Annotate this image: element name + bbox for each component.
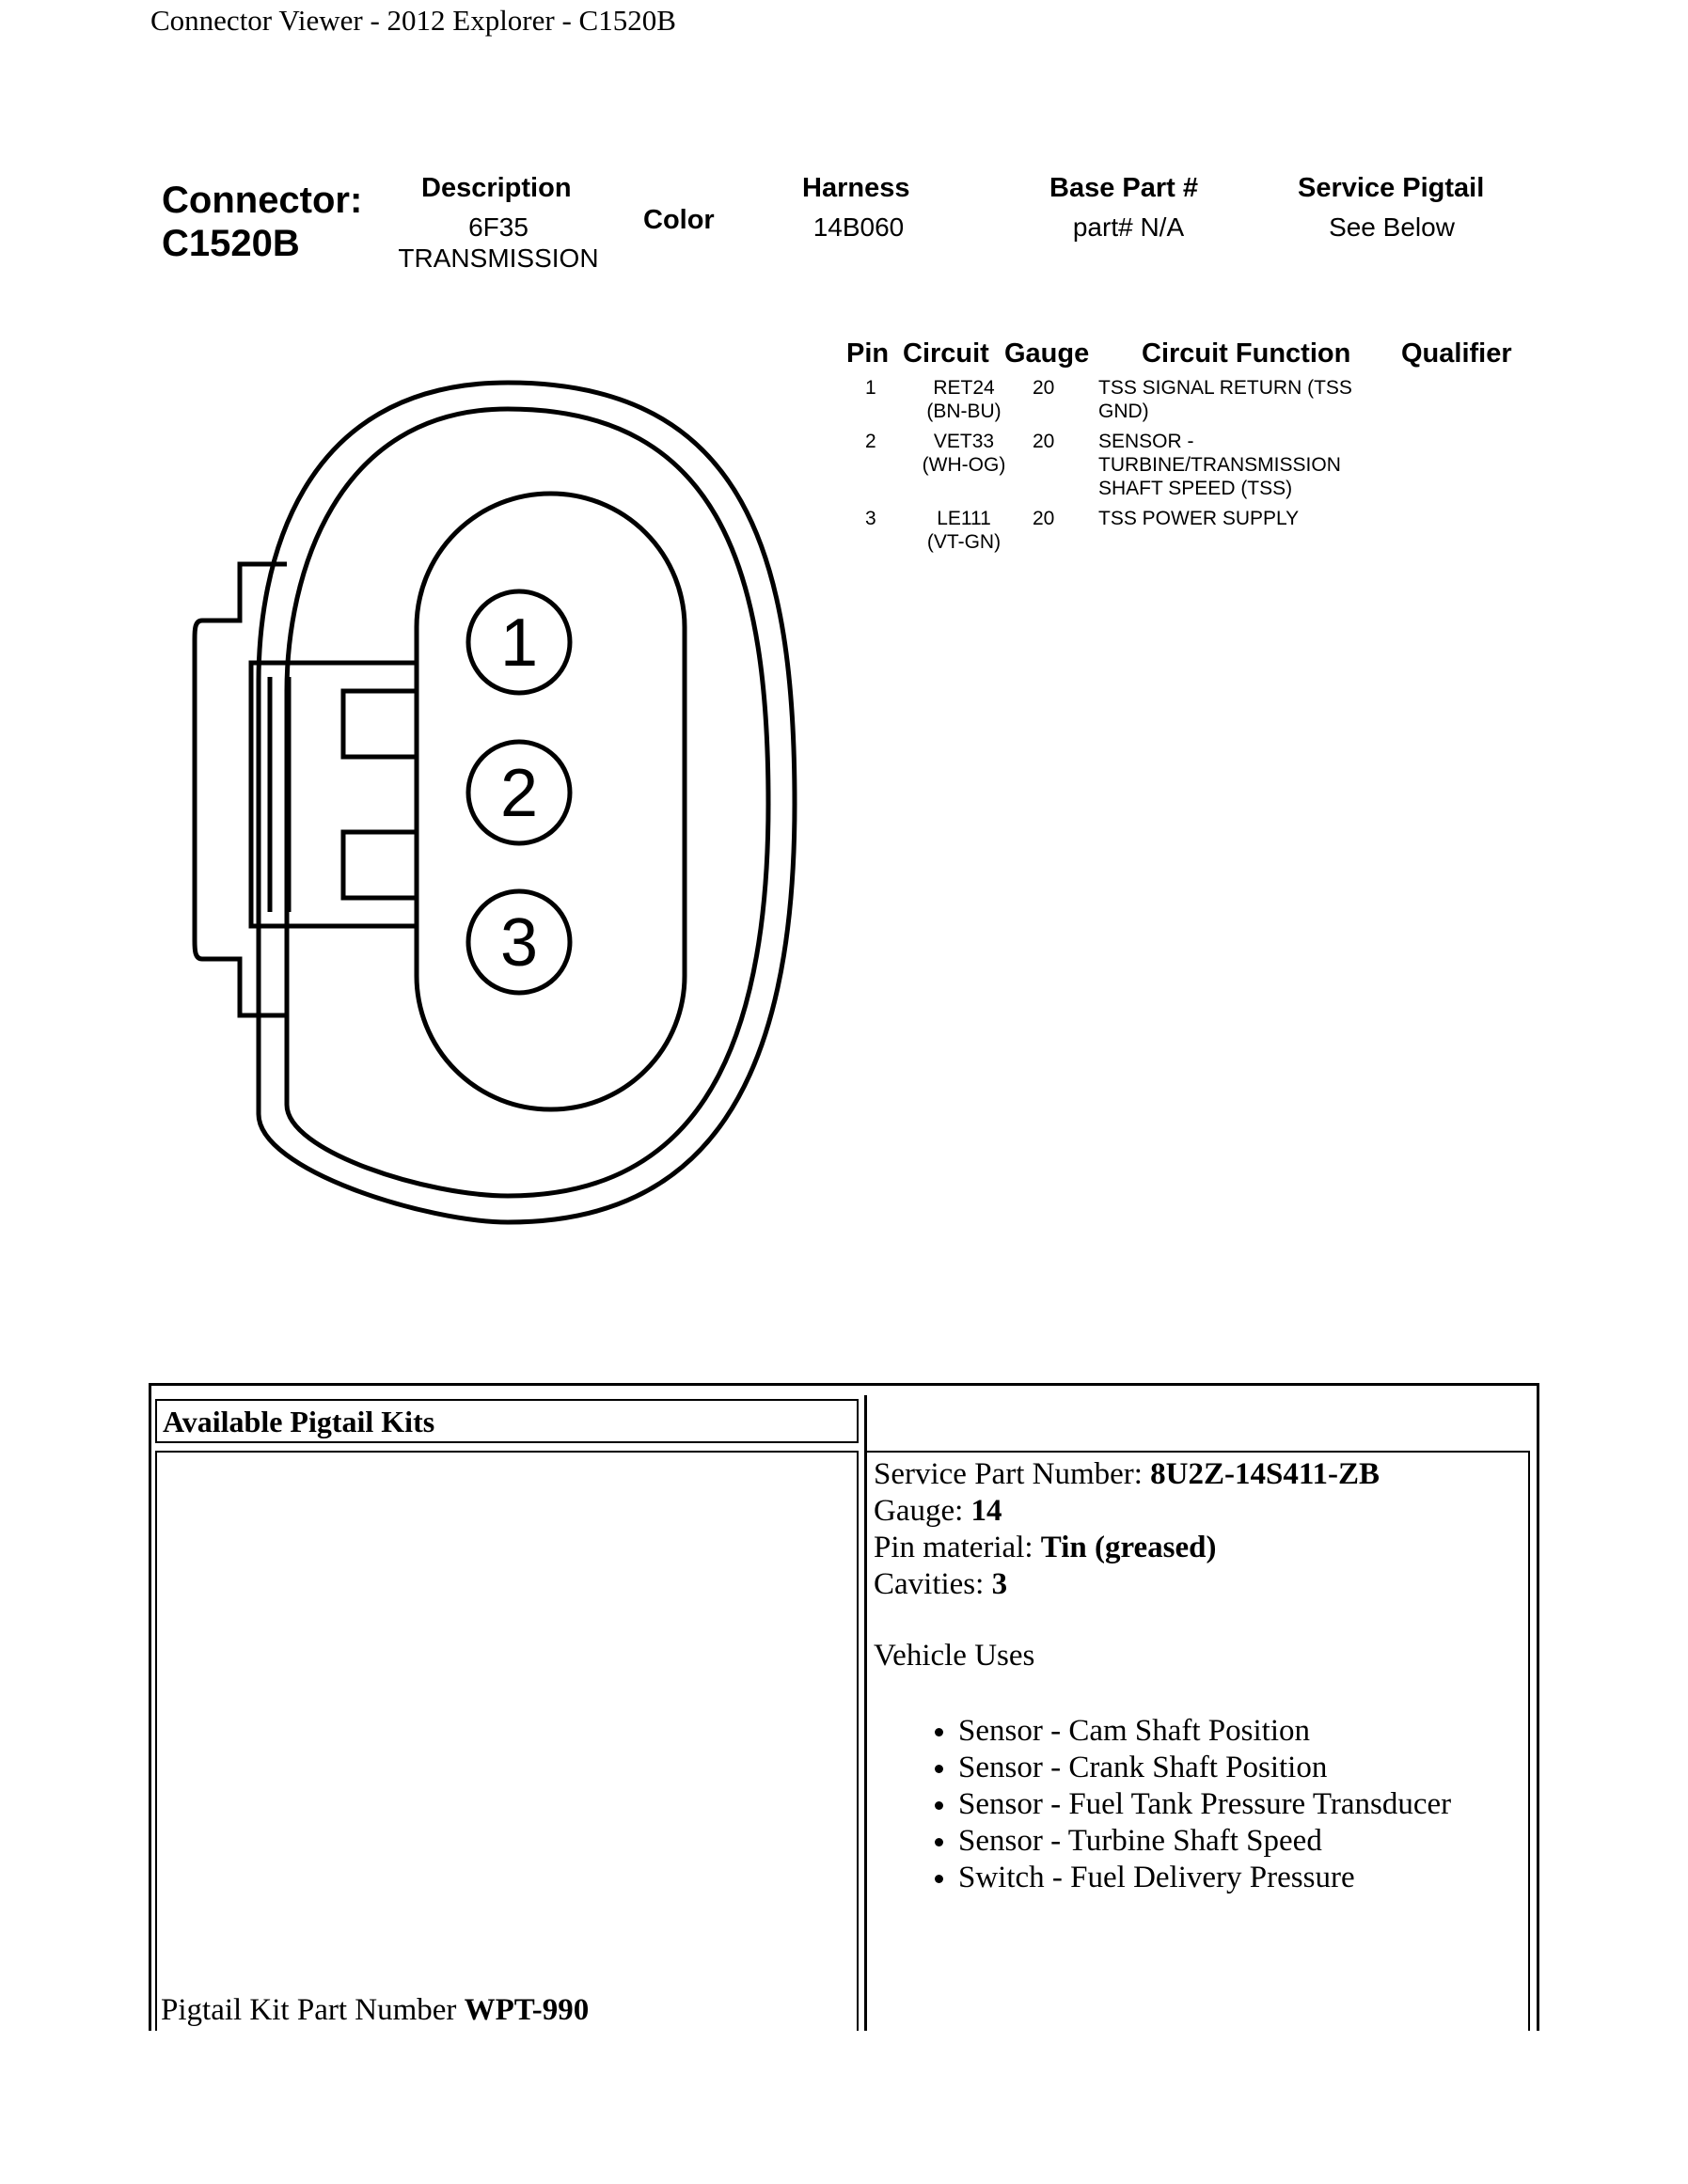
service-part-number-value: 8U2Z-14S411-ZB (1150, 1457, 1380, 1491)
kit-pin-material-value: Tin (greased) (1040, 1531, 1217, 1564)
kit-left-cell (155, 1451, 859, 2031)
description-line-2: TRANSMISSION (398, 244, 599, 273)
page-title: Connector Viewer - 2012 Explorer - C1520B (150, 4, 676, 37)
kit-part-number-label: Pigtail Kit Part Number (161, 1993, 465, 2027)
function-line: TURBINE/TRANSMISSION (1098, 454, 1341, 476)
base-part-value: part# N/A (1072, 212, 1185, 242)
latch-outline (195, 564, 287, 1015)
service-part-number-label: Service Part Number: (874, 1457, 1151, 1491)
circuit-cell (903, 376, 1025, 423)
function-cell (1098, 507, 1299, 530)
base-part-label: Base Part # (1049, 173, 1198, 203)
kit-cavities-value: 3 (991, 1567, 1008, 1601)
kit-part-number (161, 1992, 589, 2029)
pin-3-label: 3 (499, 905, 539, 981)
circuit-id: LE111 (937, 508, 991, 529)
circuit-header: Circuit (903, 338, 989, 369)
gauge-cell: 20 (1033, 508, 1055, 529)
pin-header: Pin (846, 338, 890, 369)
gauge-header: Gauge (1004, 338, 1090, 369)
connector-id: C1520B (162, 223, 300, 264)
circuit-color: (BN-BU) (926, 401, 1002, 422)
circuit-id: VET33 (933, 431, 995, 452)
description-line-1: 6F35 (468, 212, 528, 242)
pigtail-kits-header: Available Pigtail Kits (155, 1399, 859, 1443)
list-item: • Sensor - Cam Shaft Position (958, 1713, 1528, 1750)
list-item: • Switch - Fuel Delivery Pressure (958, 1860, 1528, 1896)
function-line: GND) (1098, 401, 1149, 422)
kit-part-number-value: WPT-990 (464, 1993, 590, 2027)
function-line: SHAFT SPEED (TSS) (1098, 478, 1293, 499)
kit-gauge-value: 14 (970, 1494, 1002, 1528)
function-cell (1098, 430, 1341, 500)
description-value (386, 212, 611, 274)
connector-label-title: Connector: (162, 180, 363, 221)
connector-diagram (183, 371, 804, 1232)
list-item: • Sensor - Crank Shaft Position (958, 1750, 1528, 1786)
latch-step (343, 691, 417, 898)
circuit-cell (903, 507, 1025, 554)
kit-gauge-label: Gauge: (874, 1494, 971, 1528)
latch-body (251, 663, 417, 926)
list-item: • Sensor - Turbine Shaft Speed (958, 1823, 1528, 1860)
pin-number: 3 (865, 508, 876, 529)
kit-right-cell (864, 1451, 1530, 2031)
kit-pin-material-label: Pin material: (874, 1531, 1041, 1564)
harness-label: Harness (802, 173, 910, 203)
pin-cavity-frame (417, 494, 685, 1109)
service-part-number (874, 1456, 1528, 1493)
qualifier-header: Qualifier (1401, 338, 1512, 369)
vehicle-uses-label: Vehicle Uses (874, 1639, 1035, 1673)
function-line: TSS POWER SUPPLY (1098, 508, 1300, 529)
circuit-color: (WH-OG) (922, 454, 1006, 476)
service-pigtail-label: Service Pigtail (1298, 173, 1485, 203)
circuit-cell (903, 430, 1025, 477)
circuit-id: RET24 (933, 377, 995, 399)
function-header: Circuit Function (1142, 338, 1351, 369)
vehicle-uses-list (874, 1713, 1528, 1896)
pin-2-label: 2 (499, 756, 539, 831)
pin-number: 2 (865, 431, 876, 452)
harness-value: 14B060 (812, 212, 905, 242)
pigtail-kits-table (149, 1383, 1539, 2031)
function-line: SENSOR - (1098, 431, 1194, 452)
gauge-cell: 20 (1033, 377, 1055, 399)
service-pigtail-value: See Below (1329, 212, 1455, 242)
function-line: TSS SIGNAL RETURN (TSS (1098, 377, 1352, 399)
circuit-color: (VT-GN) (926, 531, 1002, 553)
color-label: Color (643, 205, 715, 235)
kit-cavities (874, 1566, 1528, 1603)
gauge-cell: 20 (1033, 431, 1055, 452)
pin-number: 1 (865, 377, 876, 399)
description-label: Description (421, 173, 572, 203)
pin-1-label: 1 (499, 605, 539, 681)
list-item: • Sensor - Fuel Tank Pressure Transducer (958, 1786, 1528, 1823)
kit-pin-material (874, 1530, 1528, 1566)
connector-label (162, 179, 362, 265)
function-cell (1098, 376, 1352, 423)
kit-gauge (874, 1493, 1528, 1530)
kit-cavities-label: Cavities: (874, 1567, 992, 1601)
